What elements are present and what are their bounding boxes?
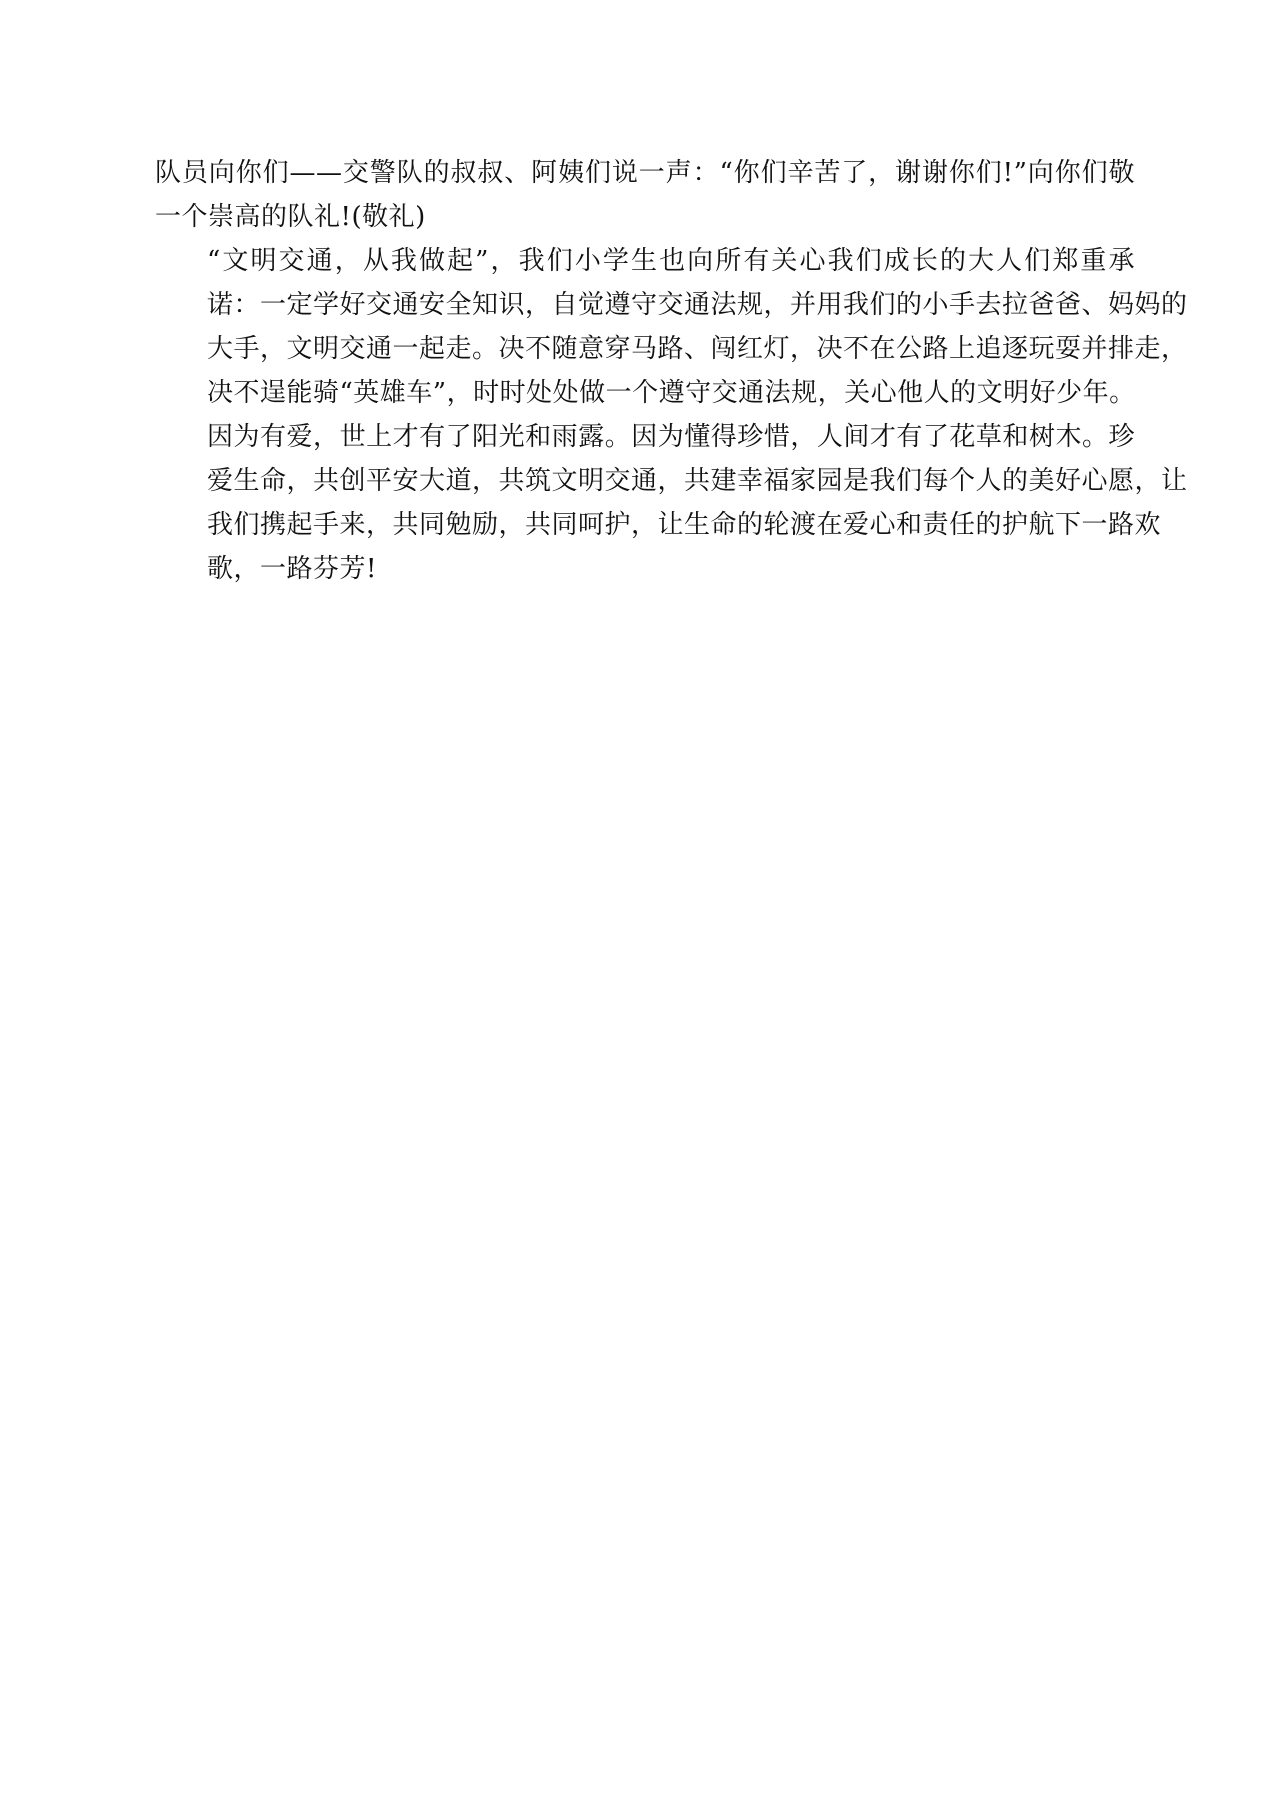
text-line: 我们携起手来，共同勉励，共同呵护，让生命的轮渡在爱心和责任的护航下一路欢 [207,510,1162,540]
document-body [155,151,1188,591]
paragraph-closing [155,415,1188,591]
text-line: 歌，一路芬芳! [207,554,377,584]
text-line: 决不逞能骑“英雄车”，时时处处做一个遵守交通法规，关心他人的文明好少年。 [207,378,1136,408]
text-line: 爱生命，共创平安大道，共筑文明交通，共建幸福家园是我们每个人的美好心愿，让 [207,466,1188,496]
text-line: 队员向你们——交警队的叔叔、阿姨们说一声：“你们辛苦了，谢谢你们!”向你们敬 [155,158,1135,188]
text-line: 因为有爱，世上才有了阳光和雨露。因为懂得珍惜，人间才有了花草和树木。珍 [207,422,1135,452]
paragraph-promise [155,239,1188,415]
text-line: 一个崇高的队礼!(敬礼) [155,202,426,232]
text-line: 诺：一定学好交通安全知识，自觉遵守交通法规，并用我们的小手去拉爸爸、妈妈的 [207,290,1188,320]
text-line: “文明交通，从我做起”，我们小学生也向所有关心我们成长的大人们郑重承 [207,246,1135,276]
paragraph-salute [155,151,1135,239]
text-line: 大手，文明交通一起走。决不随意穿马路、闯红灯，决不在公路上追逐玩耍并排走， [207,334,1188,364]
